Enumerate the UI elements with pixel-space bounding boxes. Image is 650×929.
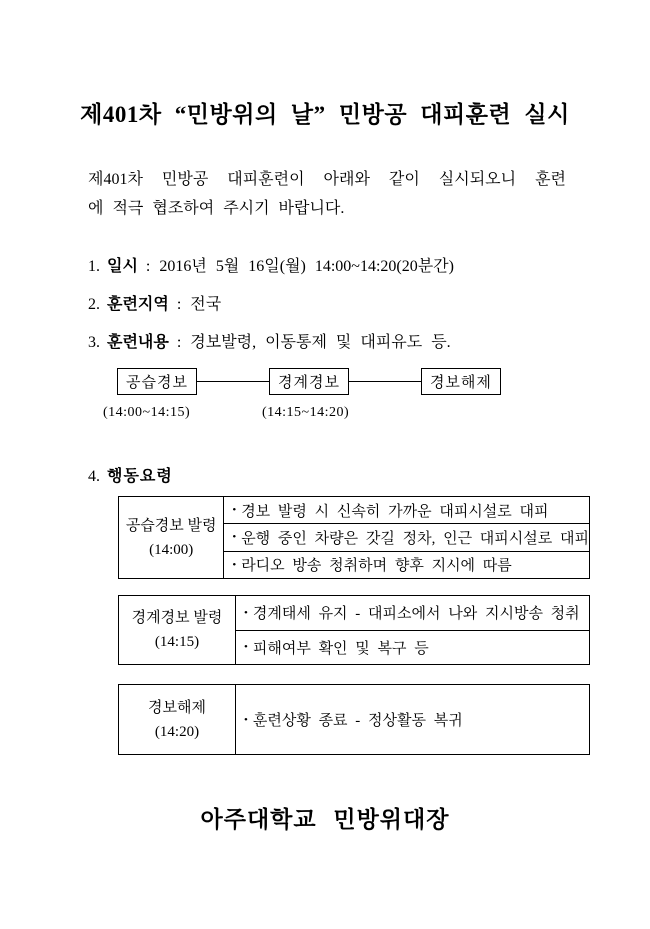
table-row (224, 552, 589, 578)
item-label: 일시 (107, 258, 138, 275)
table-header-title: 경계경보 발령 (131, 610, 223, 626)
item-number: 3. (88, 334, 100, 351)
section-heading-action-guide (88, 463, 173, 486)
intro-line-1: 제401차 민방공 대피훈련이 아래와 같이 실시되오니 훈련 (88, 171, 566, 188)
table-header-title: 공습경보 발령 (125, 517, 217, 534)
table-row (236, 596, 589, 631)
list-item-datetime (88, 256, 454, 278)
bullet-icon: • (244, 713, 248, 726)
signature-line: 아주대학교 민방위대장 (200, 807, 450, 832)
table-cell-text: 경계태세 유지 - 대피소에서 나와 지시방송 청취 (252, 606, 580, 623)
bullet-icon: • (244, 606, 248, 619)
table-header-cell (119, 596, 236, 664)
table-header-time: (14:00) (149, 541, 194, 558)
flow-box-caution-alert: 경계경보 (269, 368, 349, 395)
table-header-time: (14:20) (154, 723, 200, 740)
table-row (224, 497, 589, 524)
item-separator: : (176, 296, 182, 313)
flow-time-label-2: (14:15~14:20) (262, 405, 350, 420)
flow-connector-line (349, 381, 421, 382)
flow-time-label-1: (14:00~14:15) (103, 405, 191, 420)
flow-box-air-raid-alert: 공습경보 (117, 368, 197, 395)
table-body (236, 596, 589, 664)
table-cell-text: 운행 중인 차량은 갓길 정차, 인근 대피시설로 대피 (241, 530, 589, 547)
table-row (236, 685, 589, 754)
intro-line-2: 에 적극 협조하여 주시기 바랍니다. (88, 200, 345, 217)
item-label: 훈련내용 (107, 334, 169, 351)
table-row (236, 631, 589, 665)
section-label: 행동요령 (107, 468, 173, 485)
item-separator: : (145, 258, 151, 275)
table-header-time: (14:15) (154, 634, 200, 650)
flow-connector-line (197, 381, 269, 382)
bullet-icon: • (244, 641, 248, 654)
table-cell-text: 라디오 방송 청취하며 향후 지시에 따름 (241, 558, 512, 575)
section-number: 4. (88, 468, 100, 485)
table-row (224, 524, 589, 551)
item-number: 2. (88, 296, 100, 313)
table-cell-text: 훈련상황 종료 - 정상활동 복귀 (252, 713, 463, 729)
list-item-region (88, 294, 221, 316)
item-number: 1. (88, 258, 100, 275)
item-value: 전국 (190, 296, 222, 313)
item-separator: : (176, 334, 182, 351)
bullet-icon: • (232, 558, 237, 571)
action-table-air-raid (118, 496, 590, 579)
table-body (236, 685, 589, 754)
table-header-cell (119, 685, 236, 754)
alert-flow-diagram (117, 368, 501, 395)
bullet-icon: • (232, 531, 237, 544)
action-table-caution (118, 595, 590, 665)
item-value: 경보발령, 이동통제 및 대피유도 등. (190, 334, 451, 351)
item-value: 2016년 5월 16일(월) 14:00~14:20(20분간) (159, 258, 454, 275)
action-table-clear (118, 684, 590, 755)
table-header-cell (119, 497, 224, 578)
item-label: 훈련지역 (107, 296, 169, 313)
page-title: 제401차 “민방위의 날” 민방공 대피훈련 실시 (80, 102, 570, 127)
table-cell-text: 경보 발령 시 신속히 가까운 대피시설로 대피 (241, 503, 549, 520)
table-body (224, 497, 589, 578)
bullet-icon: • (232, 504, 237, 517)
table-cell-text: 피해여부 확인 및 복구 등 (252, 640, 429, 657)
list-item-content (88, 332, 451, 354)
intro-paragraph (88, 165, 566, 223)
flow-box-alert-clear: 경보해제 (421, 368, 501, 395)
table-header-title: 경보해제 (148, 699, 206, 716)
